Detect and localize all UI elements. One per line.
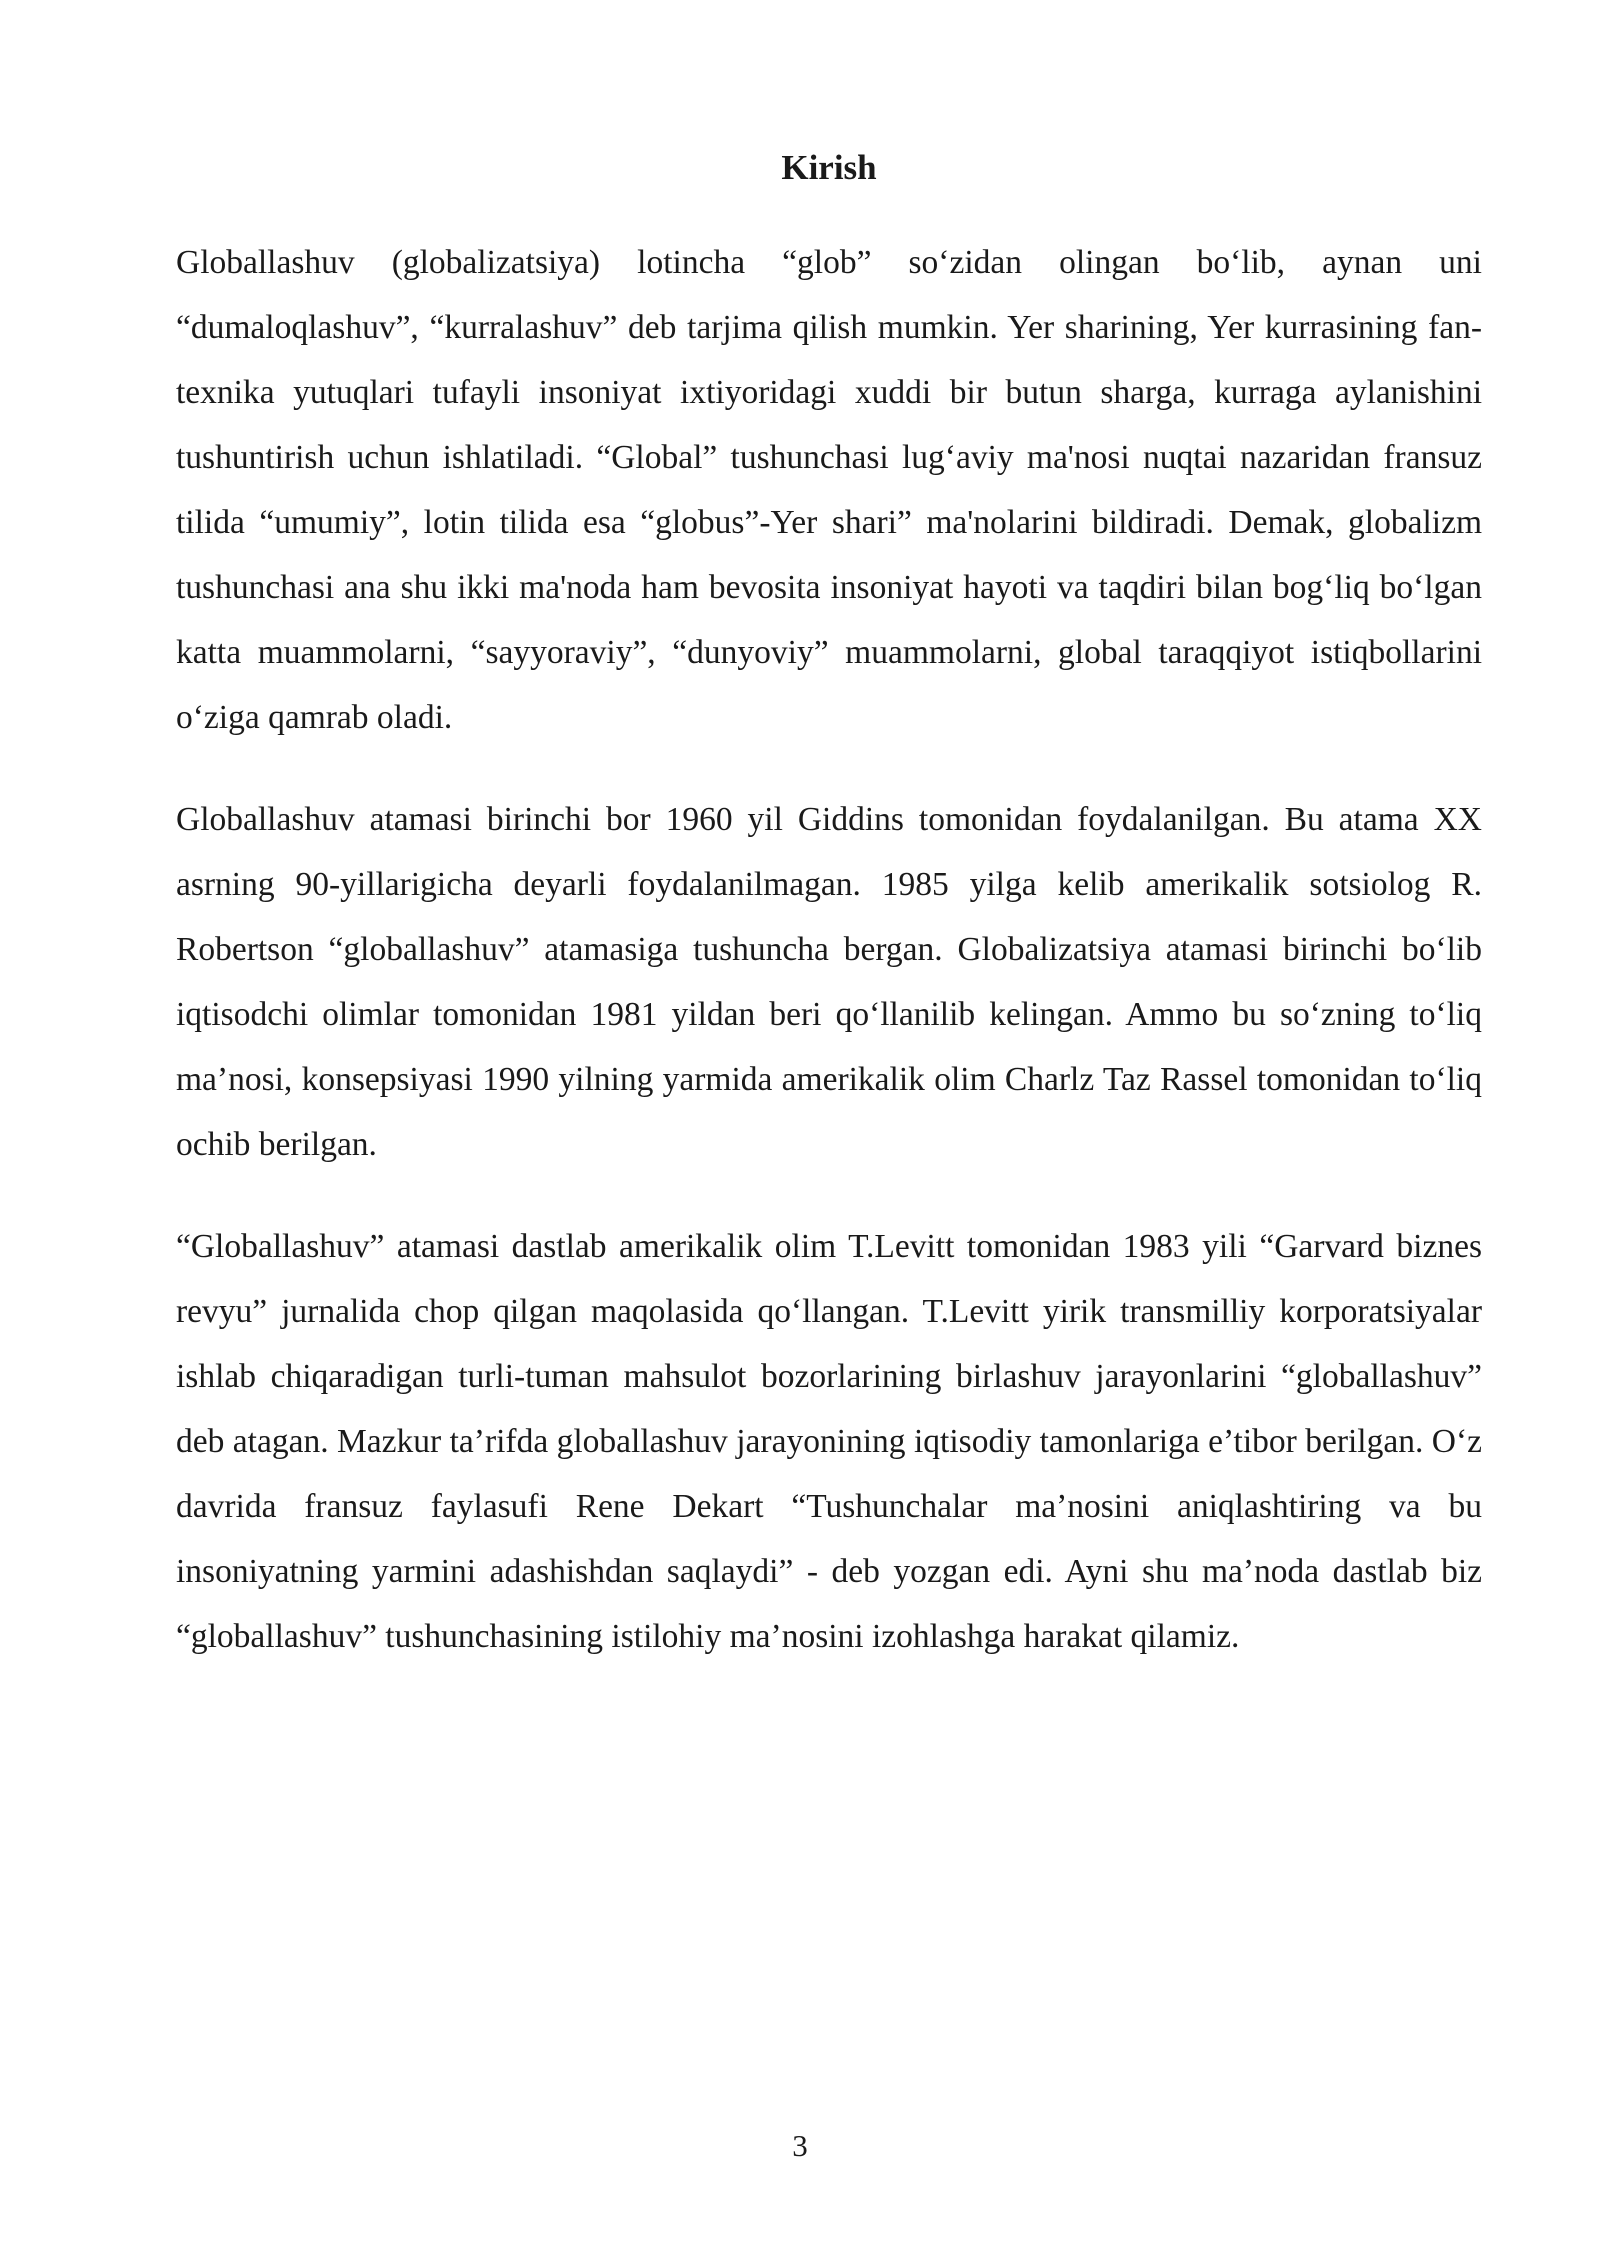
- section-title: Kirish: [781, 148, 877, 187]
- paragraph-2: Globallashuv atamasi birinchi bor 1960 yil Giddins tomonidan foydalanilgan. Bu atama XX asrning 90-yillarigicha deyarli foydalanilmagan. 1985 yilga kelib amerikalik sotsiolog R. Robertson “globallashuv” atamasiga tushuncha bergan. Globalizatsiya atamasi birinchi bo‘lib iqtisodchi olimlar tomonidan 1981 yildan beri qo‘llanilib kelingan. Ammo bu so‘zning to‘liq ma’nosi, konsepsiyasi 1990 yilning yarmida amerikalik olim Charlz Taz Rassel tomonidan to‘liq ochib berilgan.: [176, 801, 1482, 1163]
- paragraph-3: “Globallashuv” atamasi dastlab amerikalik olim T.Levitt tomonidan 1983 yili “Garvard biznes revyu” jurnalida chop qilgan maqolasida qo‘llangan. T.Levitt yirik transmilliy korporatsiyalar ishlab chiqaradigan turli-tuman mahsulot bozorlarining birlashuv jarayonlarini “globallashuv” deb atagan. Mazkur ta’rifda globallashuv jarayonining iqtisodiy tamonlariga e’tibor berilgan. O‘z davrida fransuz faylasufi Rene Dekart “Tushunchalar ma’nosini aniqlashtiring va bu insoniyatning yarmini adashishdan saqlaydi” - deb yozgan edi. Ayni shu ma’noda dastlab biz “globallashuv” tushunchasining istilohiy ma’nosini izohlashga harakat qilamiz.: [176, 1228, 1482, 1655]
- page-number: 3: [792, 2128, 808, 2163]
- paragraph-1: Globallashuv (globalizatsiya) lotincha “glob” so‘zidan olingan bo‘lib, aynan uni “dumaloqlashuv”, “kurralashuv” deb tarjima qilish mumkin. Yer sharining, Yer kurrasining fan-texnika yutuqlari tufayli insoniyat ixtiyoridagi xuddi bir butun sharga, kurraga aylanishini tushuntirish uchun ishlatiladi. “Global” tushunchasi lug‘aviy ma'nosi nuqtai nazaridan fransuz tilida “umumiy”, lotin tilida esa “globus”-Yer shari” ma'nolarini bildiradi. Demak, globalizm tushunchasi ana shu ikki ma'noda ham bevosita insoniyat hayoti va taqdiri bilan bog‘liq bo‘lgan katta muammolarni, “sayyoraviy”, “dunyoviy” muammolarni, global taraqqiyot istiqbollarini o‘ziga qamrab oladi.: [176, 244, 1482, 736]
- page-content: [176, 140, 1482, 1706]
